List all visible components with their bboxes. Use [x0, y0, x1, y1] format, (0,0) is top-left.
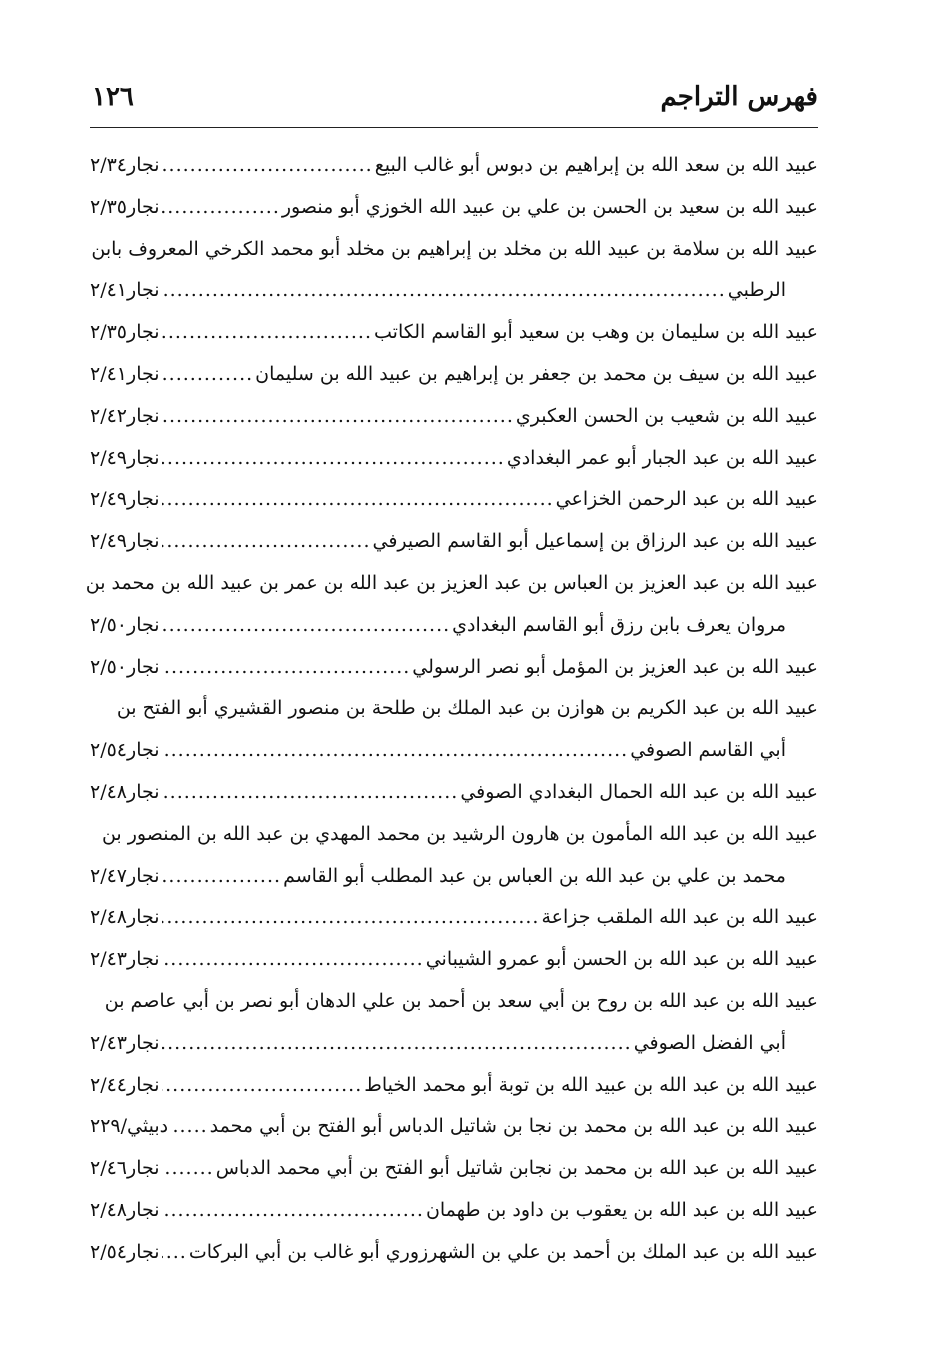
entry-reference: نجار٢/٤١	[90, 362, 160, 385]
dot-leader	[162, 354, 254, 396]
entry-name: عبيد الله بن عبد الله بن روح بن أبي سعد بن أحمد بن علي الدهان أبو نصر بن أبي عاصم بن	[104, 989, 818, 1012]
index-entry	[90, 229, 818, 271]
index-entry	[90, 897, 818, 939]
entry-name: الرطبي	[727, 279, 786, 302]
dot-leader	[162, 939, 424, 981]
index-entry	[90, 521, 818, 563]
entry-name: أبي القاسم الصوفي	[630, 739, 786, 762]
entry-name: عبيد الله بن عبد الله الحمال البغدادي الصوفي	[460, 780, 818, 803]
dot-leader	[162, 1023, 632, 1065]
index-entry	[90, 438, 818, 480]
entry-name: عبيد الله بن عبد الله بن عبيد الله بن توبة أبو محمد الخياط	[364, 1073, 818, 1096]
entry-reference: نجار٢/٤٤	[90, 1073, 160, 1096]
entry-reference: نجار٢/٣٥	[90, 321, 160, 344]
dot-leader	[162, 479, 554, 521]
dot-leader	[162, 1065, 363, 1107]
entry-name: عبيد الله بن عبد الله بن الحسن أبو عمرو الشيباني	[425, 948, 818, 971]
entry-name: عبيد الله بن سعد الله بن إبراهيم بن دبوس أبو غالب البيع	[374, 154, 818, 176]
entry-reference: نجار٢/٤٩	[90, 446, 160, 469]
entry-reference: نجار٢/٤٨	[90, 1198, 160, 1221]
entry-name: عبيد الله بن عبد الله بن محمد بن نجا بن شاتيل الدباس أبو الفتح بن أبي محمد	[209, 1115, 818, 1138]
index-entry	[90, 1190, 818, 1232]
dot-leader	[170, 1106, 208, 1148]
entry-reference: نجار٢/٤٧	[90, 864, 160, 887]
entry-name: عبيد الله بن عبد العزيز بن المؤمل أبو نصر الرسولي	[412, 655, 818, 678]
entry-name: عبيد الله بن عبد الكريم بن هوازن بن عبد الملك بن طلحة بن منصور القشيري أبو الفتح بن	[116, 697, 818, 720]
index-entry	[90, 396, 818, 438]
entry-name: عبيد الله بن سيف بن محمد بن جعفر بن إبراهيم بن عبيد الله بن سليمان	[255, 362, 818, 385]
entry-reference: نجار٢/٣٥	[90, 195, 160, 218]
index-entry-continuation	[90, 605, 818, 647]
entry-name: عبيد الله بن سلامة بن عبيد الله بن مخلد بن إبراهيم بن مخلد أبو محمد الكرخي المعروف بابن	[91, 237, 818, 260]
entry-reference: نجار٢/٤١	[90, 279, 160, 302]
index-entry	[90, 187, 818, 229]
dot-leader	[162, 1232, 187, 1274]
dot-leader	[162, 1148, 214, 1190]
index-entry	[90, 312, 818, 354]
dot-leader	[162, 521, 371, 563]
entry-name: عبيد الله بن عبد الجبار أبو عمر البغدادي	[506, 446, 818, 469]
dot-leader	[162, 187, 280, 229]
index-entry-continuation	[90, 730, 818, 772]
entry-reference: نجار٢/٣٤	[90, 154, 160, 176]
page-title: فهرس التراجم	[660, 82, 818, 112]
entry-name: أبي الفضل الصوفي	[633, 1031, 786, 1054]
header-rule	[90, 127, 818, 128]
entry-reference: نجار٢/٤٩	[90, 530, 160, 553]
entry-reference: نجار٢/٥٠	[90, 613, 160, 636]
entry-reference: نجار٢/٤٩	[90, 488, 160, 511]
entry-reference: نجار٢/٥٤	[90, 1240, 160, 1263]
index-entry	[90, 939, 818, 981]
entry-name: عبيد الله بن عبد الملك بن أحمد بن علي بن الشهرزوري أبو غالب بن أبي البركات	[188, 1240, 818, 1263]
index-entry	[90, 145, 818, 187]
entry-name: محمد بن علي بن عبد الله بن العباس بن عبد المطلب أبو القاسم	[283, 864, 786, 887]
dot-leader	[162, 145, 373, 187]
entry-name: عبيد الله بن عبد الرزاق بن إسماعيل أبو القاسم الصيرفي	[372, 530, 818, 553]
index-entry-continuation	[90, 856, 818, 898]
index-entry	[90, 1232, 818, 1274]
index-entry	[90, 772, 818, 814]
index-entry	[90, 1148, 818, 1190]
dot-leader	[162, 856, 282, 898]
entry-reference: نجار٢/٤٦	[90, 1157, 160, 1180]
index-entries	[85, 145, 818, 1274]
dot-leader	[162, 647, 411, 689]
index-entry	[90, 688, 818, 730]
dot-leader	[162, 730, 629, 772]
entry-name: عبيد الله بن عبد الله المأمون بن هارون الرشيد بن محمد المهدي بن عبد الله بن المنصور بن	[101, 822, 818, 845]
entry-reference: نجار٢/٤٣	[90, 948, 160, 971]
index-entry	[90, 814, 818, 856]
entry-reference: نجار٢/٤٢	[90, 404, 160, 427]
index-entry-continuation	[90, 270, 818, 312]
page-header	[90, 80, 818, 120]
entry-name: عبيد الله بن عبد الرحمن الخزاعي	[555, 488, 818, 511]
dot-leader	[162, 438, 505, 480]
entry-reference: نجار٢/٤٣	[90, 1031, 160, 1054]
dot-leader	[162, 605, 451, 647]
entry-name: مروان يعرف بابن رزق أبو القاسم البغدادي	[452, 613, 786, 636]
entry-reference: نجار٢/٥٤	[90, 739, 160, 762]
index-entry	[90, 647, 818, 689]
entry-reference: دبيثي/٢٢٩	[90, 1115, 169, 1138]
document-page	[85, 0, 818, 1360]
dot-leader	[162, 897, 540, 939]
index-entry	[90, 1106, 818, 1148]
index-entry	[90, 981, 818, 1023]
index-entry	[90, 354, 818, 396]
entry-name: عبيد الله بن سعيد بن الحسن بن علي بن عبيد الله الخوزي أبو منصور	[281, 195, 818, 218]
entry-name: عبيد الله بن سليمان بن وهب بن سعيد أبو القاسم الكاتب	[374, 321, 818, 344]
entry-name: عبيد الله بن عبد الله بن محمد بن نجابن شاتيل أبو الفتح بن أبي محمد الدباس	[215, 1157, 818, 1180]
entry-name: عبيد الله بن عبد العزيز بن العباس بن عبد العزيز بن عبد الله بن عمر بن عبيد الله بن محمد بن	[85, 571, 818, 594]
entry-name: عبيد الله بن عبد الله الملقب جزاعة	[541, 906, 818, 929]
dot-leader	[162, 772, 459, 814]
index-entry-continuation	[90, 1023, 818, 1065]
entry-reference: نجار٢/٤٨	[90, 906, 160, 929]
index-entry	[90, 1065, 818, 1107]
page-number: ١٢٦	[92, 82, 134, 112]
index-entry	[85, 563, 818, 605]
dot-leader	[162, 396, 514, 438]
dot-leader	[162, 270, 726, 312]
entry-name: عبيد الله بن عبد الله بن يعقوب بن داود بن طهمان	[425, 1198, 818, 1221]
entry-reference: نجار٢/٤٨	[90, 780, 160, 803]
index-entry	[90, 479, 818, 521]
entry-name: عبيد الله بن شعيب بن الحسن العكبري	[515, 404, 818, 427]
entry-reference: نجار٢/٥٠	[90, 655, 160, 678]
dot-leader	[162, 1190, 424, 1232]
dot-leader	[162, 312, 372, 354]
